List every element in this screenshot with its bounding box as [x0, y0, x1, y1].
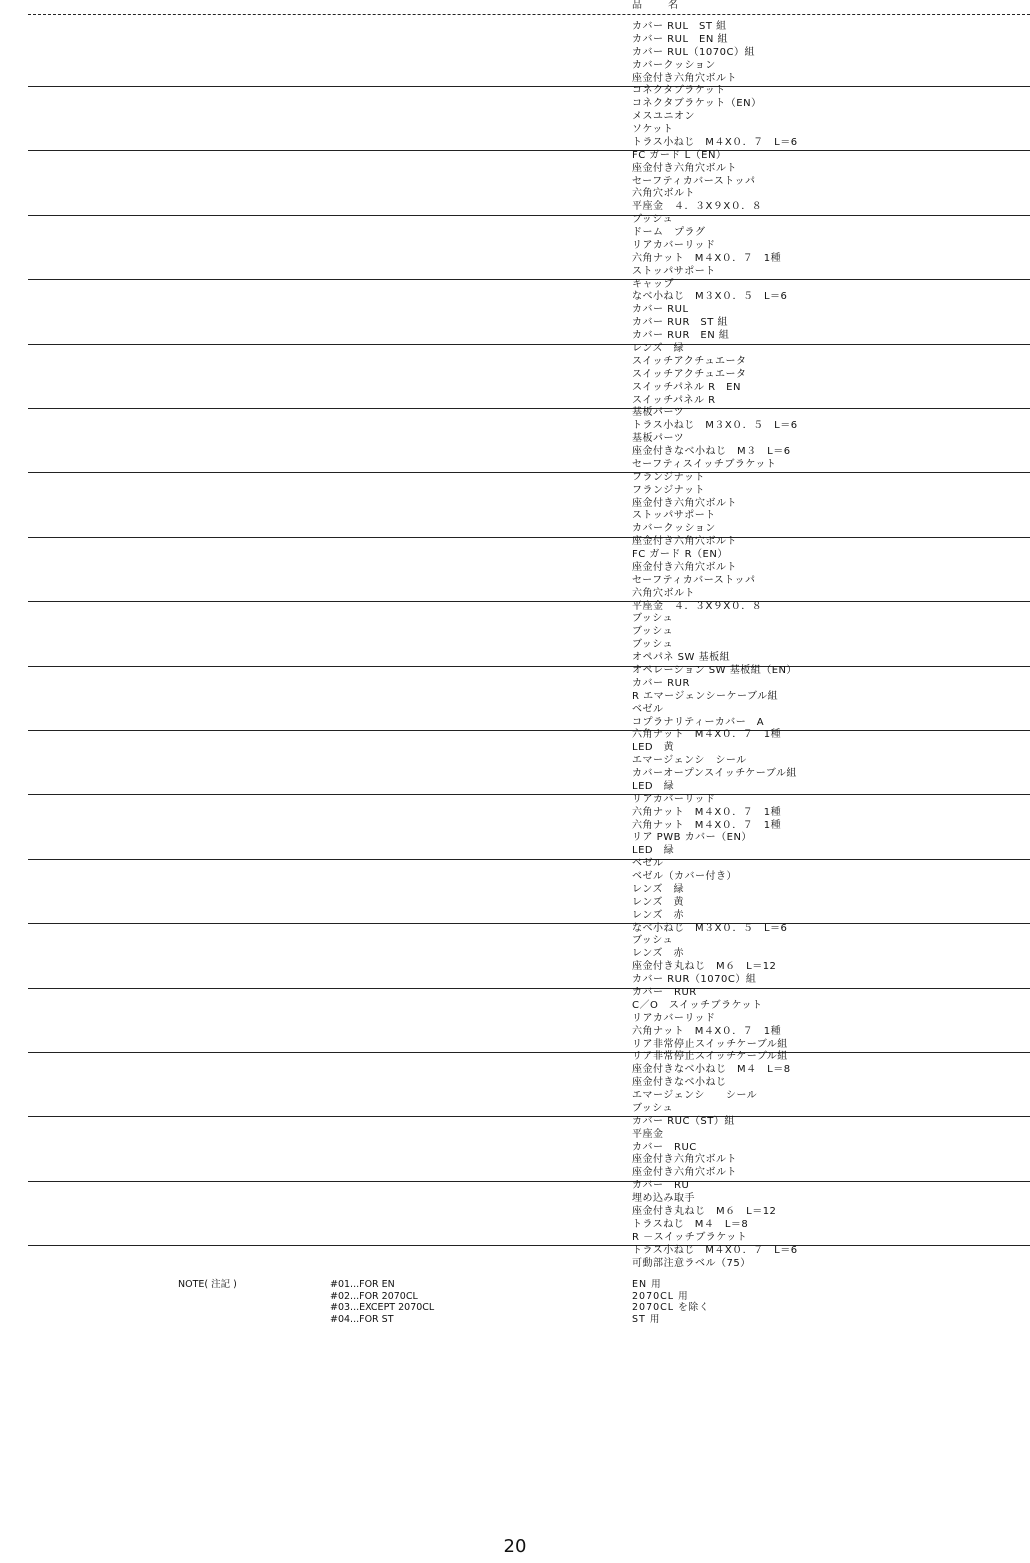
list-item: R エマージェンシーケーブル組 [632, 690, 779, 702]
list-item: LED 緑 [632, 780, 675, 792]
list-item: 座金付き六角穴ボルト [632, 497, 737, 509]
list-item: 六角ナット M４X０．７ 1種 [632, 819, 782, 831]
list-item: カバー RUR（1070C）組 [632, 974, 757, 986]
header-dashed-rule [28, 14, 1030, 15]
part-name-column-header: 品 名 [632, 0, 692, 12]
list-item: カバー RUL ST 組 [632, 21, 727, 32]
parts-group [28, 408, 1030, 473]
list-item: トラスねじ M４ L＝8 [632, 1218, 749, 1230]
list-item: セーフティカバーストッパ [632, 574, 756, 586]
list-item: カバークッション [632, 523, 716, 535]
list-item: カバー RUR ST 組 [632, 317, 729, 329]
list-item: オペレーション SW 基板組（EN） [632, 665, 797, 676]
list-item: スイッチアクチュエータ [632, 355, 747, 367]
list-item: 平座金 ４．３X９X０．８ [632, 600, 763, 612]
list-item: 六角穴ボルト [632, 587, 695, 599]
list-item: スイッチパネル R [632, 394, 716, 406]
list-item: リアカバーリッド [632, 1012, 716, 1024]
list-item: ブッシュ [632, 935, 674, 947]
list-item: ブッシュ [632, 1102, 674, 1114]
list-item: 六角ナット M４X０．７ 1種 [632, 1025, 782, 1037]
list-item: 座金付き六角穴ボルト [632, 72, 737, 84]
page-number: 20 [503, 1536, 527, 1557]
list-item: 平座金 ４．３X９X０．８ [632, 201, 763, 213]
list-item: C／O スイッチブラケット [632, 999, 763, 1011]
list-item: FC ガード R（EN） [632, 549, 728, 561]
list-item: 座金付き六角穴ボルト [632, 1167, 737, 1179]
list-item: ブッシュ [632, 626, 674, 638]
list-item: 座金付きなべ小ねじ M３ L＝6 [632, 446, 791, 458]
list-item: トラス小ねじ M４X０．７ L＝6 [632, 136, 798, 148]
list-item: フランジナット [632, 471, 706, 483]
parts-group [28, 22, 1030, 87]
note-code: #03...EXCEPT 2070CL [330, 1302, 435, 1313]
list-item: ブッシュ [632, 613, 674, 625]
parts-group [28, 795, 1030, 860]
note-codes [330, 1279, 434, 1325]
note-meaning: EN 用 [632, 1279, 662, 1290]
list-item: ブッシュ [632, 639, 674, 651]
parts-group [28, 988, 1030, 1053]
list-item: カバー RUC [632, 1141, 697, 1153]
list-item: 座金付き六角穴ボルト [632, 561, 737, 573]
list-item: コネクタブラケット [632, 85, 726, 97]
list-item: 六角ナット M４X０．７ 1種 [632, 729, 782, 741]
list-item: ストッパサポート [632, 510, 716, 522]
list-item: 座金付きなべ小ねじ [632, 1077, 727, 1089]
list-item: 六角ナット M４X０．７ 1種 [632, 252, 782, 264]
note-code: #01...FOR EN [330, 1279, 395, 1290]
list-item: 座金付き丸ねじ M６ L＝12 [632, 1205, 777, 1217]
list-item: リア PWB カバー（EN） [632, 832, 752, 844]
note-code: #02...FOR 2070CL [330, 1290, 418, 1302]
list-item: コプラナリティーカバー A [632, 716, 765, 728]
list-item: カバー RUR [632, 987, 697, 998]
list-item: カバー RUL（1070C）組 [632, 46, 755, 58]
list-item: 座金付き丸ねじ M６ L＝12 [632, 961, 777, 973]
list-item: 基板パーツ [632, 433, 685, 445]
list-item: ベゼル（カバー付き） [632, 871, 737, 883]
list-item: R －スイッチブラケット [632, 1231, 748, 1243]
list-item: ドーム プラグ [632, 227, 706, 239]
list-item: トラス小ねじ M４X０．７ L＝6 [632, 1245, 798, 1256]
list-item: 座金付き六角穴ボルト [632, 1154, 737, 1166]
list-item: 六角穴ボルト [632, 188, 695, 200]
list-item: カバー RUC（ST）組 [632, 1115, 735, 1127]
list-item: ソケット [632, 124, 674, 136]
list-item: リア非常停止スイッチケーブル組 [632, 1038, 788, 1050]
list-item: スイッチパネル R EN [632, 381, 741, 393]
parts-group [28, 1052, 1030, 1117]
note-label: NOTE( 注記 ) [178, 1279, 237, 1290]
group-separator [28, 1245, 1030, 1246]
list-item: メスユニオン [632, 111, 695, 123]
list-item: カバー RU [632, 1180, 690, 1192]
list-item: リア非常停止スイッチケーブル組 [632, 1051, 788, 1063]
parts-group [28, 859, 1030, 924]
list-item: 座金付きなべ小ねじ M４ L＝8 [632, 1064, 791, 1076]
parts-group [28, 1117, 1030, 1182]
list-item: フランジナット [632, 484, 706, 496]
parts-group [28, 215, 1030, 280]
list-item: レンズ 赤 [632, 909, 684, 921]
list-item: ブッシュ [632, 214, 674, 226]
note-meaning: 2070CL を除く [632, 1302, 710, 1313]
notes-section [0, 1279, 1030, 1339]
list-item: 座金付き六角穴ボルト [632, 536, 737, 548]
list-item: セーフティカバーストッパ [632, 175, 756, 187]
list-item: 埋め込み取手 [632, 1193, 695, 1205]
parts-group [28, 473, 1030, 538]
list-item: エマージェンシ シール [632, 755, 747, 767]
list-item: カバー RUR [632, 677, 690, 689]
list-item: カバー RUL [632, 304, 689, 316]
parts-group [28, 151, 1030, 216]
list-item: リアカバーリッド [632, 239, 716, 251]
note-code: #04...FOR ST [330, 1313, 394, 1325]
list-item: レンズ 黄 [632, 896, 684, 908]
list-item: LED 緑 [632, 845, 675, 857]
list-item: ベゼル [632, 703, 664, 715]
list-item: レンズ 緑 [632, 883, 684, 895]
list-item: 座金付き六角穴ボルト [632, 162, 737, 174]
list-item: カバー RUR EN 組 [632, 330, 730, 342]
parts-group [28, 344, 1030, 409]
list-item: FC ガード L（EN） [632, 149, 727, 161]
list-item: セーフティスイッチブラケット [632, 458, 777, 470]
list-item: オペパネ SW 基板組 [632, 652, 731, 664]
list-item: スイッチアクチュエータ [632, 368, 747, 380]
list-item: 平座金 [632, 1128, 664, 1140]
parts-group [28, 730, 1030, 795]
list-item: カバーオープンスイッチケーブル組 [632, 768, 797, 780]
parts-group [28, 924, 1030, 989]
list-item: 基板パーツ [632, 407, 685, 419]
list-item: リアカバーリッド [632, 793, 716, 805]
list-item: レンズ 赤 [632, 948, 684, 960]
parts-group [28, 280, 1030, 345]
list-item: LED 黄 [632, 742, 675, 754]
parts-group [28, 1181, 1030, 1246]
parts-group [28, 537, 1030, 602]
list-item: キャップ [632, 278, 674, 290]
parts-group [28, 86, 1030, 151]
list-item: カバークッション [632, 59, 716, 71]
note-meaning: 2070CL 用 [632, 1290, 689, 1302]
list-item: ストッパサポート [632, 265, 716, 277]
list-item: なべ小ねじ M３X０．５ L＝6 [632, 922, 788, 934]
note-meaning: ST 用 [632, 1313, 661, 1325]
parts-group [28, 666, 1030, 731]
list-item: カバー RUL EN 組 [632, 33, 728, 45]
parts-group [28, 602, 1030, 667]
list-item: 六角ナット M４X０．７ 1種 [632, 806, 782, 818]
note-meanings [632, 1279, 710, 1325]
list-item: コネクタブラケット（EN） [632, 98, 762, 110]
list-item: 可動部注意ラベル（75） [632, 1258, 751, 1269]
list-item: トラス小ねじ M３X０．５ L＝6 [632, 420, 798, 432]
list-item: ベゼル [632, 858, 664, 870]
list-item: レンズ 緑 [632, 343, 684, 354]
table-header [0, 0, 1030, 16]
list-item: なべ小ねじ M３X０．５ L＝6 [632, 291, 788, 303]
list-item: エマージェンシ シール [632, 1090, 758, 1102]
